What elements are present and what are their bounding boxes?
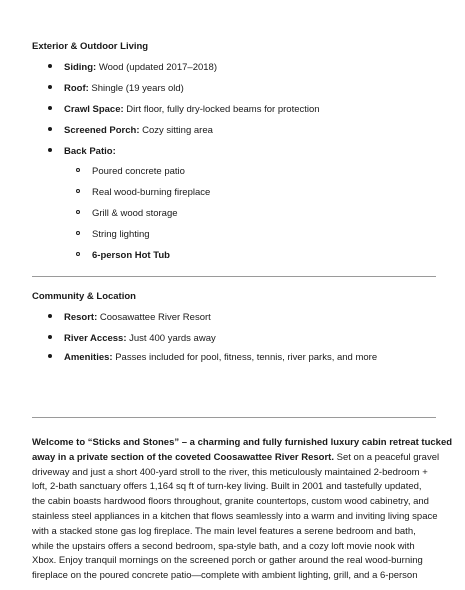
circle-bullet-icon (76, 210, 80, 214)
circle-bullet-icon (76, 189, 80, 193)
bullet-icon (48, 148, 52, 152)
description-lead: away in a private section of the coveted Coosawattee River Resort. (32, 451, 334, 463)
item-text: Dirt floor, fully dry-locked beams for protection (123, 104, 320, 115)
item-label: Amenities: (64, 352, 113, 363)
sub-item-text: Poured concrete patio (92, 166, 185, 177)
item-text: Passes included for pool, fitness, tennis, river parks, and more (112, 352, 378, 363)
item-text: Just 400 yards away (126, 333, 216, 344)
item-text: Cozy sitting area (139, 125, 213, 136)
bullet-icon (48, 354, 52, 358)
item-label: Roof: (64, 83, 89, 94)
bullet-icon (48, 127, 52, 131)
bullet-icon (48, 64, 52, 68)
description-line: the cabin boasts hardwood floors throughout, granite countertops, custom wood cabinetry, and (32, 496, 429, 508)
bullet-icon (48, 335, 52, 339)
sub-item-grill (76, 208, 178, 220)
description-line: driveway and just a short 400-yard stroll to the river, this meticulously maintained 2-bedroom + (32, 466, 428, 478)
section-divider (32, 276, 436, 277)
circle-bullet-icon (76, 168, 80, 172)
sub-item-lighting (76, 229, 150, 241)
description-line: fireplace on the poured concrete patio—complete with ambient lighting, grill, and a 6-person (32, 570, 418, 582)
sub-item-fireplace (76, 187, 210, 199)
description-line: with a stacked stone gas log fireplace. The main level features a serene bedroom and bath, (32, 525, 416, 537)
item-label: Screened Porch: (64, 125, 140, 136)
list-item-back-patio (48, 146, 116, 158)
list-item-amenities (48, 352, 377, 364)
bullet-icon (48, 314, 52, 318)
sub-item-patio (76, 166, 185, 178)
community-heading: Community & Location (32, 291, 136, 302)
description-line: Welcome to “Sticks and Stones” – a charming and fully furnished luxury cabin retreat tucked (32, 437, 453, 448)
sub-item-hot-tub (76, 250, 170, 262)
item-label: River Access: (64, 333, 127, 344)
list-item-screened-porch (48, 125, 213, 137)
section-divider (32, 417, 436, 418)
sub-item-text: Grill & wood storage (92, 208, 178, 219)
description-line: stainless steel appliances in a kitchen that flows seamlessly into a warm and inviting living space (32, 510, 438, 522)
circle-bullet-icon (76, 252, 80, 256)
item-text: Coosawattee River Resort (97, 312, 211, 323)
sub-item-text: 6-person Hot Tub (92, 250, 170, 261)
list-item-crawl-space (48, 104, 320, 116)
description-text: Set on a peaceful gravel (334, 451, 440, 463)
bullet-icon (48, 85, 52, 89)
circle-bullet-icon (76, 231, 80, 235)
list-item-siding (48, 62, 217, 74)
description-line: loft, 2-bath sanctuary offers 1,164 sq ft of turn-key living. Built in 2001 and tastefully updated, (32, 481, 422, 493)
sub-item-text: Real wood-burning fireplace (92, 187, 211, 198)
item-text: Wood (updated 2017–2018) (96, 62, 217, 73)
item-text: Shingle (19 years old) (88, 83, 184, 94)
item-label: Resort: (64, 312, 98, 323)
description-line: while the upstairs offers a second bedroom, spa-style bath, and a cozy loft movie nook with (32, 540, 415, 552)
description-line: Xbox. Enjoy tranquil mornings on the screened porch or gather around the real wood-burning (32, 555, 423, 567)
bullet-icon (48, 106, 52, 110)
list-item-roof (48, 83, 184, 95)
list-item-resort (48, 312, 211, 324)
item-label: Siding: (64, 62, 97, 73)
sub-item-text: String lighting (92, 229, 150, 240)
item-label: Back Patio: (64, 146, 116, 157)
list-item-river-access (48, 333, 216, 345)
description-paragraph (32, 436, 453, 584)
description-line (32, 451, 440, 466)
item-label: Crawl Space: (64, 104, 124, 115)
exterior-heading: Exterior & Outdoor Living (32, 41, 149, 52)
